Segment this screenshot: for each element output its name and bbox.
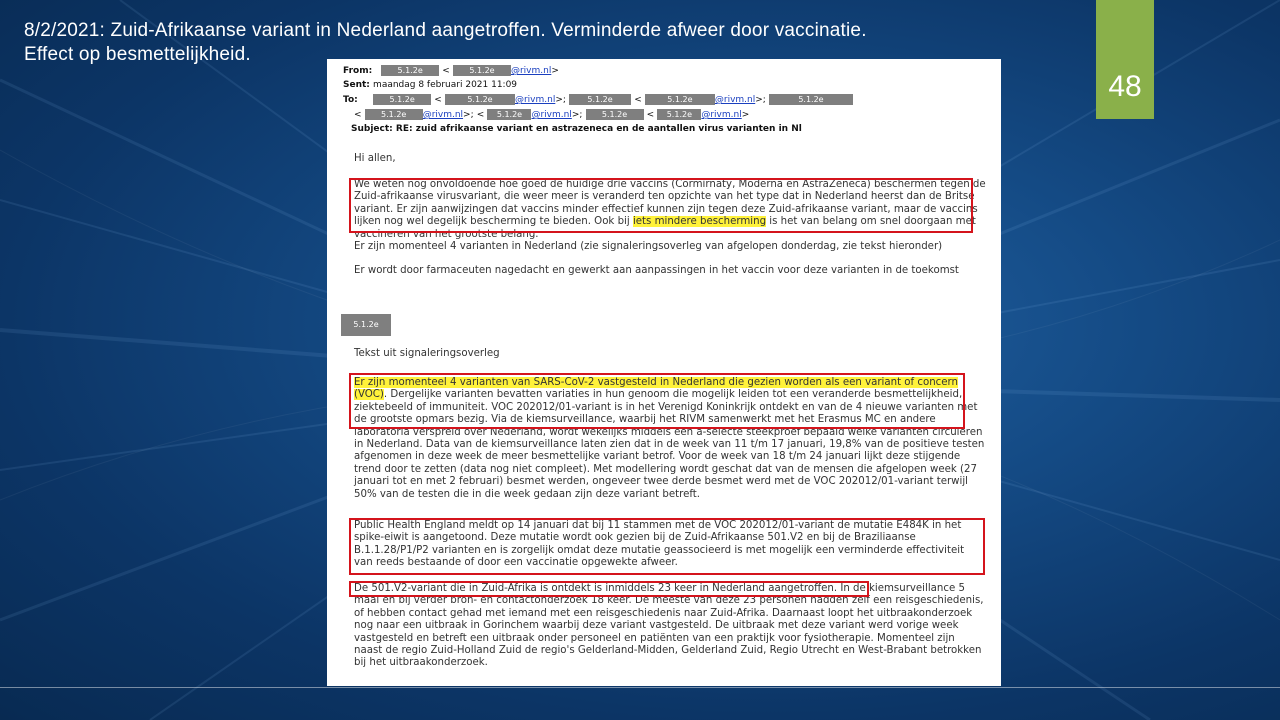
- red-highlight-box: [349, 178, 973, 233]
- email-to-line: [343, 94, 853, 105]
- paragraph-text: . Dergelijke varianten bevatten variaties in hun genoom die mogelijk leiden tot een veranderde besmettelijkheid, ziektebeeld of immuniteit. VOC 202012/01-variant is in het Verenigd Koninkrijk ontdekt en van de 4 nieuwe varianten met de grootste opmars bezig. Via de kiemsurveillance, waarbij het RIVM samenwerkt met het Erasmus MC en andere laboratoria verspreid over Nederland, wordt wekelijks middels een a-selecte steekproef bepaald welke varianten circuleren in Nederland. Data van de kiemsurveillance laten zien dat in de week van 11 t/m 17 januari, 19,8% van de positieve testen afgenomen in deze week de meer besmettelijke variant betrof. Voor de week van 18 t/m 24 januari lijkt deze stijgende trend door te zetten (data nog niet compleet). Met modellering wordt geschat dat van de mensen die afgelopen week (27 januari tot en met 2 februari) besmet werden, ongeveer twee derde besmet werd met de VOC 202012/01-variant terwijl 50% van de testen die in die week gedaan zijn deze variant betreft.: [354, 389, 985, 500]
- sent-label: Sent:: [343, 80, 370, 90]
- boxed-text: De 501.V2-variant die in Zuid-Afrika is ontdekt is inmiddels 23 keer in Nederland aangetroffen.: [354, 583, 838, 594]
- red-highlight-box: [349, 581, 869, 597]
- sender-redaction: 5.1.2e: [341, 314, 391, 336]
- email-subject-line: [351, 124, 802, 134]
- email-domain-link[interactable]: @rivm.nl: [422, 110, 464, 120]
- highlighted-text: Er zijn momenteel 4 varianten van SARS-CoV-2 vastgesteld in Nederland die gezien worden als een variant of concern (VOC): [354, 377, 958, 401]
- redaction: 5.1.2e: [645, 94, 715, 105]
- angle-bracket: <: [646, 110, 655, 120]
- section-title: Tekst uit signaleringsoverleg: [354, 348, 500, 359]
- angle-bracket: >;: [463, 110, 474, 120]
- angle-bracket: <: [442, 66, 450, 76]
- email-document: [327, 59, 1001, 686]
- redaction: 5.1.2e: [445, 94, 515, 105]
- paragraph-text: We weten nog onvoldoende hoe goed de huidige drie vaccins (Cormirnaty, Moderna en AstraZeneca) beschermen tegen de Zuid-afrikaanse virusvariant, die weer meer is veranderd ten opzichte van het type dat in Nederland heerst dan de Britse variant. Er zijn aanwijzingen dat vaccins minder effectief kunnen zijn tegen deze Zuid-afrikaanse variant, maar de vaccins lijken nog wel degelijk bescherming te bieden. Ook bij: [354, 179, 986, 228]
- redaction: 5.1.2e: [381, 65, 439, 76]
- email-from-line: [343, 65, 559, 76]
- to-label: To:: [343, 95, 358, 105]
- red-highlight-box: [349, 373, 965, 429]
- from-label: From:: [343, 66, 373, 76]
- red-highlight-box: [349, 518, 985, 575]
- email-sent-line: [343, 80, 517, 90]
- redaction: 5.1.2e: [657, 109, 701, 120]
- angle-bracket: <: [434, 95, 442, 105]
- slide-title-line1: 8/2/2021: Zuid-Afrikaanse variant in Nederland aangetroffen. Verminderde afweer door vaccinatie.: [24, 20, 867, 41]
- angle-bracket: <: [476, 110, 485, 120]
- paragraph-text: is het van belang om snel doorgaan met vaccineren van het grootste belang.: [354, 216, 976, 240]
- subject-value: RE: zuid afrikaanse variant en astrazeneca en de aantallen virus varianten in Nl: [395, 124, 802, 134]
- angle-bracket: <: [634, 95, 642, 105]
- redaction: 5.1.2e: [569, 94, 631, 105]
- angle-bracket: >;: [555, 95, 566, 105]
- redaction: 5.1.2e: [365, 109, 423, 120]
- paragraph-variants-count: Er zijn momenteel 4 varianten in Nederland (zie signaleringsoverleg van afgelopen donderdag, zie tekst hieronder): [354, 241, 943, 253]
- email-domain-link[interactable]: @rivm.nl: [714, 95, 756, 105]
- redaction: 5.1.2e: [487, 109, 531, 120]
- redaction: 5.1.2e: [586, 109, 644, 120]
- angle-bracket: >: [551, 66, 559, 76]
- redaction: 5.1.2e: [769, 94, 853, 105]
- email-greeting: Hi allen,: [354, 153, 396, 164]
- footer-divider: [0, 687, 1280, 688]
- angle-bracket: >;: [755, 95, 766, 105]
- redaction: 5.1.2e: [453, 65, 511, 76]
- highlighted-text: iets mindere bescherming: [632, 216, 767, 228]
- angle-bracket: <: [354, 110, 362, 120]
- paragraph-public-health-england: Public Health England meldt op 14 januari dat bij 11 stammen met de VOC 202012/01-variant de mutatie E484K in het spike-eiwit is aangetoond. Deze mutatie wordt ook gezien bij de Zuid-Afrikaanse 501.V2 en bij de Braziliaanse B.1.1.28/P1/P2 varianten en is zorgelijk omdat deze mutatie geassocieerd is met mogelijk een verminderde effectiviteit van reeds bestaande of door een vaccinatie opgewekte afweer.: [354, 520, 965, 569]
- email-domain-link[interactable]: @rivm.nl: [510, 66, 552, 76]
- email-domain-link[interactable]: @rivm.nl: [701, 110, 742, 120]
- page-number-badge: [1096, 0, 1154, 119]
- subject-label: Subject:: [351, 124, 393, 134]
- redaction: 5.1.2e: [373, 94, 431, 105]
- paragraph-pharma: Er wordt door farmaceuten nagedacht en gewerkt aan aanpassingen in het vaccin voor deze varianten in de toekomst: [354, 265, 959, 277]
- paragraph-text: In de kiemsurveillance 5 maal en bij verder bron- en contactonderzoek 18 keer. De meeste van deze 23 personen hadden zelf een reisgeschiedenis, of hebben contact gehad met iemand met een reisgeschiedenis naar Zuid-Afrika. Daarnaast loopt het uitbraakonderzoek nog naar een uitbraak in Gorinchem waarbij deze variant vastgesteld. De uitbraak met deze variant werd vorige week vastgesteld en betreft een uitbraak onder personeel en patiënten van een praktijk voor fysiotherapie. Momenteel zijn naast de regio Zuid-Holland Zuid de regio's Gelderland-Midden, Gelderland Zuid, Regio Utrecht en West-Brabant betrokken bij het uitbraakonderzoek.: [354, 583, 984, 669]
- angle-bracket: >: [741, 110, 750, 120]
- email-domain-link[interactable]: @rivm.nl: [514, 95, 556, 105]
- email-cc-line: [354, 109, 749, 120]
- angle-bracket: >;: [571, 110, 583, 120]
- email-domain-link[interactable]: @rivm.nl: [531, 110, 572, 120]
- sent-value: maandag 8 februari 2021 11:09: [373, 80, 518, 90]
- page-number: 48: [1108, 69, 1142, 103]
- slide-title-line2: Effect op besmettelijkheid.: [24, 44, 251, 65]
